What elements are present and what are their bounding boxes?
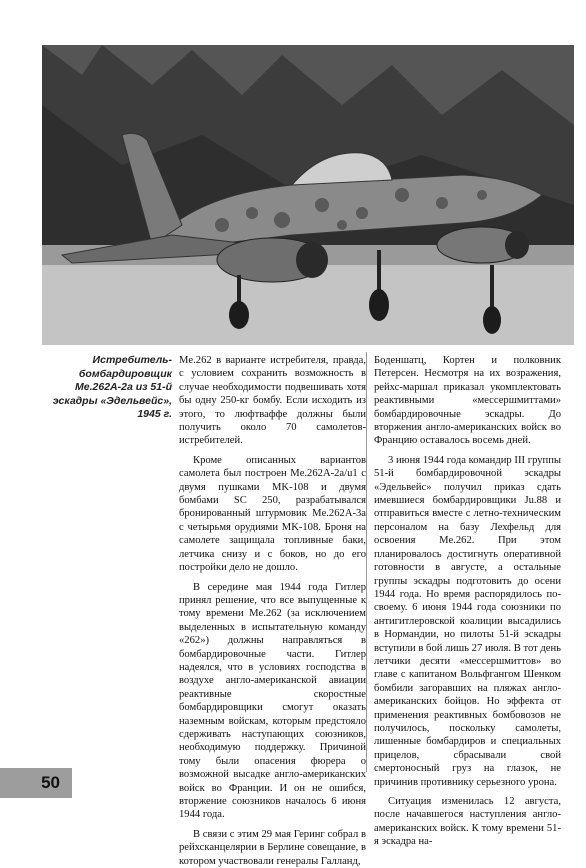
caption-line: бомбардировщик — [78, 367, 172, 380]
paragraph: Боденшатц, Кортен и полковник Петерсен. Несмотря на их возражения, рейхс-маршал приказал укомплектовать реактивными «мессершмиттами» бомбардировочные эскадры. До вторжения англо-американских войск во Францию оставалось восемь дней. — [374, 355, 561, 447]
paragraph: Me.262 в варианте истребителя, правда, с условием сохранить возможность в случае необходимости подвешивать хотя бы одну 250-кг бомбу. Если исходить из этого, то люфтваффе должны были получить около 70 самолетов-истребителей. — [179, 355, 366, 447]
caption-line: Истребитель- — [92, 354, 172, 366]
me262-photo-drawing — [42, 45, 574, 345]
paragraph: В связи с этим 29 мая Геринг собрал в рейхсканцелярии в Берлине совещание, в котором участвовали генералы Галланд, — [179, 828, 366, 867]
text-column-right — [374, 354, 561, 849]
aircraft-photo — [42, 45, 574, 345]
caption-line: Me.262A-2a из 51-й — [75, 381, 172, 393]
caption-line: 1945 г. — [137, 408, 172, 420]
page-number: 50 — [0, 768, 72, 798]
photo-caption — [42, 354, 172, 422]
column-divider — [366, 352, 367, 772]
paragraph: 3 июня 1944 года командир III группы 51-й бомбардировочной эскадры «Эдельвейс» получил приказ сдать имевшиеся бомбардировщики Ju.88 и отправиться вместе с летно-техническим персоналом на базу Лехфельд для освоения Me.262. При этом планировалось достигнуть оперативной готовности в августе, а остальные группы эскадры подготовить до осени 1944 года. Но время распорядилось по-своему. 6 июня 1944 года союзники по антигитлеровской коалиции высадились в Нормандии, но пилоты 51-й эскадры вступили в бой лишь 27 июля. В тот день летчики десяти «мессершмиттов» во главе с капитаном Вольфгангом Шенком бомбили загоравших на пляжах англо-американских бойцов. Но эффекта от применения реактивных бомбовозов не получилось, поскольку самолеты, лишенные бомбардиров и специальных прицелов, сбрасывали свой смертоносный груз на глазок, не причинив противнику серьезного урона. — [374, 454, 561, 788]
paragraph: Ситуация изменилась 12 августа, после начавшегося наступления англо-американских войск. К тому времени 51-я эскадра на- — [374, 796, 561, 848]
paragraph: В середине мая 1944 года Гитлер принял решение, что все выпущенные к тому времени Me.262 (за исключением выделенных в испытательную команду «262») должны направляться в бомбардировочные части. Гитлер надеялся, что в условиях господства в воздухе англо-американской авиации реактивные скоростные бомбардировщики смогут оказать наземным войскам, которым предстояло сдерживать наступающих союзников, необходимую поддержку. Причиной тому были опасения фюрера о возможной высадке англо-американских войск во Франции. И он не ошибся, вторжение союзников началось 6 июня 1944 года. — [179, 581, 366, 821]
caption-line: эскадры «Эдельвейс», — [52, 394, 172, 407]
paragraph: Кроме описанных вариантов самолета был построен Me.262A-2a/u1 с двумя пушками MK-108 и двумя бомбами SC 250, разрабатывался бронированный штурмовик Me.262A-3a с четырьмя орудиями MK-108. Броня на самолете защищала топливные баки, летчика снизу и с боков, но до его постройки дело не дошло. — [179, 454, 366, 574]
text-column-left — [179, 354, 366, 868]
